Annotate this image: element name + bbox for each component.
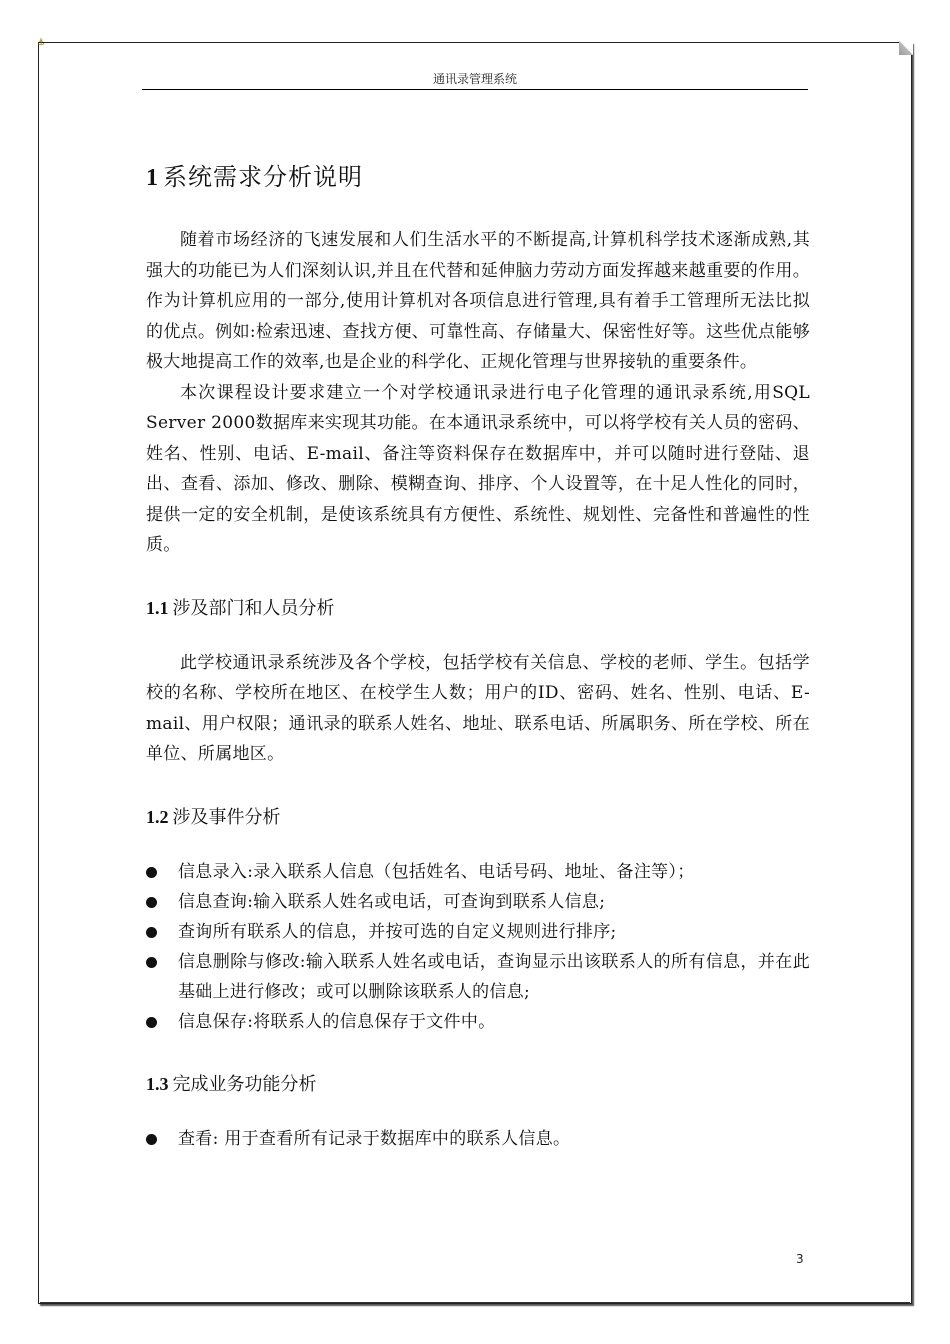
bullet-icon: [146, 897, 157, 908]
section-1-1-heading: [146, 593, 810, 624]
list-item-text: 信息删除与修改:输入联系人姓名或电话，查询显示出该联系人的所有信息，并在此基础上进行修改；或可以删除该联系人的信息;: [178, 951, 810, 1002]
section-1-3-number: 1.3: [146, 1073, 169, 1094]
section-1-2-list: [146, 857, 810, 1037]
list-item-text: 查询所有联系人的信息，并按可选的自定义规则进行排序;: [178, 921, 617, 942]
list-item: [146, 1007, 810, 1037]
section-1-1-title: 涉及部门和人员分析: [172, 597, 335, 619]
list-item: [146, 947, 810, 1007]
list-item: [146, 1124, 810, 1154]
page-number: 3: [796, 1252, 804, 1266]
list-item-text: 查看: 用于查看所有记录于数据库中的联系人信息。: [178, 1128, 571, 1149]
bullet-icon: [146, 957, 157, 968]
bullet-icon: [146, 1017, 157, 1028]
section-1-2-title: 涉及事件分析: [172, 806, 281, 828]
section-1-3-list: [146, 1124, 810, 1154]
bottom-rule: [40, 1302, 910, 1303]
section-1-title: 系统需求分析说明: [163, 163, 363, 191]
section-1-paragraph-2: 本次课程设计要求建立一个对学校通讯录进行电子化管理的通讯录系统,用SQL Server 2000数据库来实现其功能。在本通讯录系统中，可以将学校有关人员的密码、姓名、性别、电话、E-mail、备注等资料保存在数据库中，并可以随时进行登陆、退出、查看、添加、修改、删除、模糊查询、排序、个人设置等，在十足人性化的同时，提供一定的安全机制，是使该系统具有方便性、系统性、规划性、完备性和普遍性的性质。: [146, 382, 810, 555]
list-item: [146, 917, 810, 947]
bullet-icon: [146, 1134, 157, 1145]
section-1-1-paragraph: 此学校通讯录系统涉及各个学校，包括学校有关信息、学校的老师、学生。包括学校的名称、学校所在地区、在校学生人数；用户的ID、密码、姓名、性别、电话、E-mail、用户权限；通讯录的联系人姓名、地址、联系电话、所属职务、所在学校、所在单位、所属地区。: [146, 652, 810, 764]
section-1-2-number: 1.2: [146, 806, 169, 827]
document-body: [146, 158, 810, 1154]
section-1-3-heading: [146, 1069, 810, 1100]
page-header: 通讯录管理系统: [142, 71, 808, 90]
section-1-2-heading: [146, 802, 810, 833]
list-item-text: 信息录入:录入联系人信息（包括姓名、电话号码、地址、备注等）；: [178, 861, 695, 882]
anchor-icon: ⚓: [37, 38, 46, 48]
section-1-paragraph-1: 随着市场经济的飞速发展和人们生活水平的不断提高,计算机科学技术逐渐成熟,其强大的功能已为人们深刻认识,并且在代替和延伸脑力劳动方面发挥越来越重要的作用。作为计算机应用的一部分,使用计算机对各项信息进行管理,具有着手工管理所无法比拟的优点。例如:检索迅速、查找方便、可靠性高、存储量大、保密性好等。这些优点能够极大地提高工作的效率,也是企业的科学化、正规化管理与世界接轨的重要条件。: [146, 230, 810, 372]
section-1-3-title: 完成业务功能分析: [172, 1073, 317, 1095]
list-item: [146, 857, 810, 887]
page-corner-fold: [899, 41, 913, 55]
section-1-number: 1: [146, 165, 159, 191]
list-item-text: 信息查询:输入联系人姓名或电话，可查询到联系人信息;: [178, 891, 606, 912]
bullet-icon: [146, 867, 157, 878]
list-item-text: 信息保存:将联系人的信息保存于文件中。: [178, 1011, 496, 1032]
section-1-heading: [146, 158, 810, 197]
bullet-icon: [146, 927, 157, 938]
list-item: [146, 887, 810, 917]
section-1-1-number: 1.1: [146, 597, 169, 618]
